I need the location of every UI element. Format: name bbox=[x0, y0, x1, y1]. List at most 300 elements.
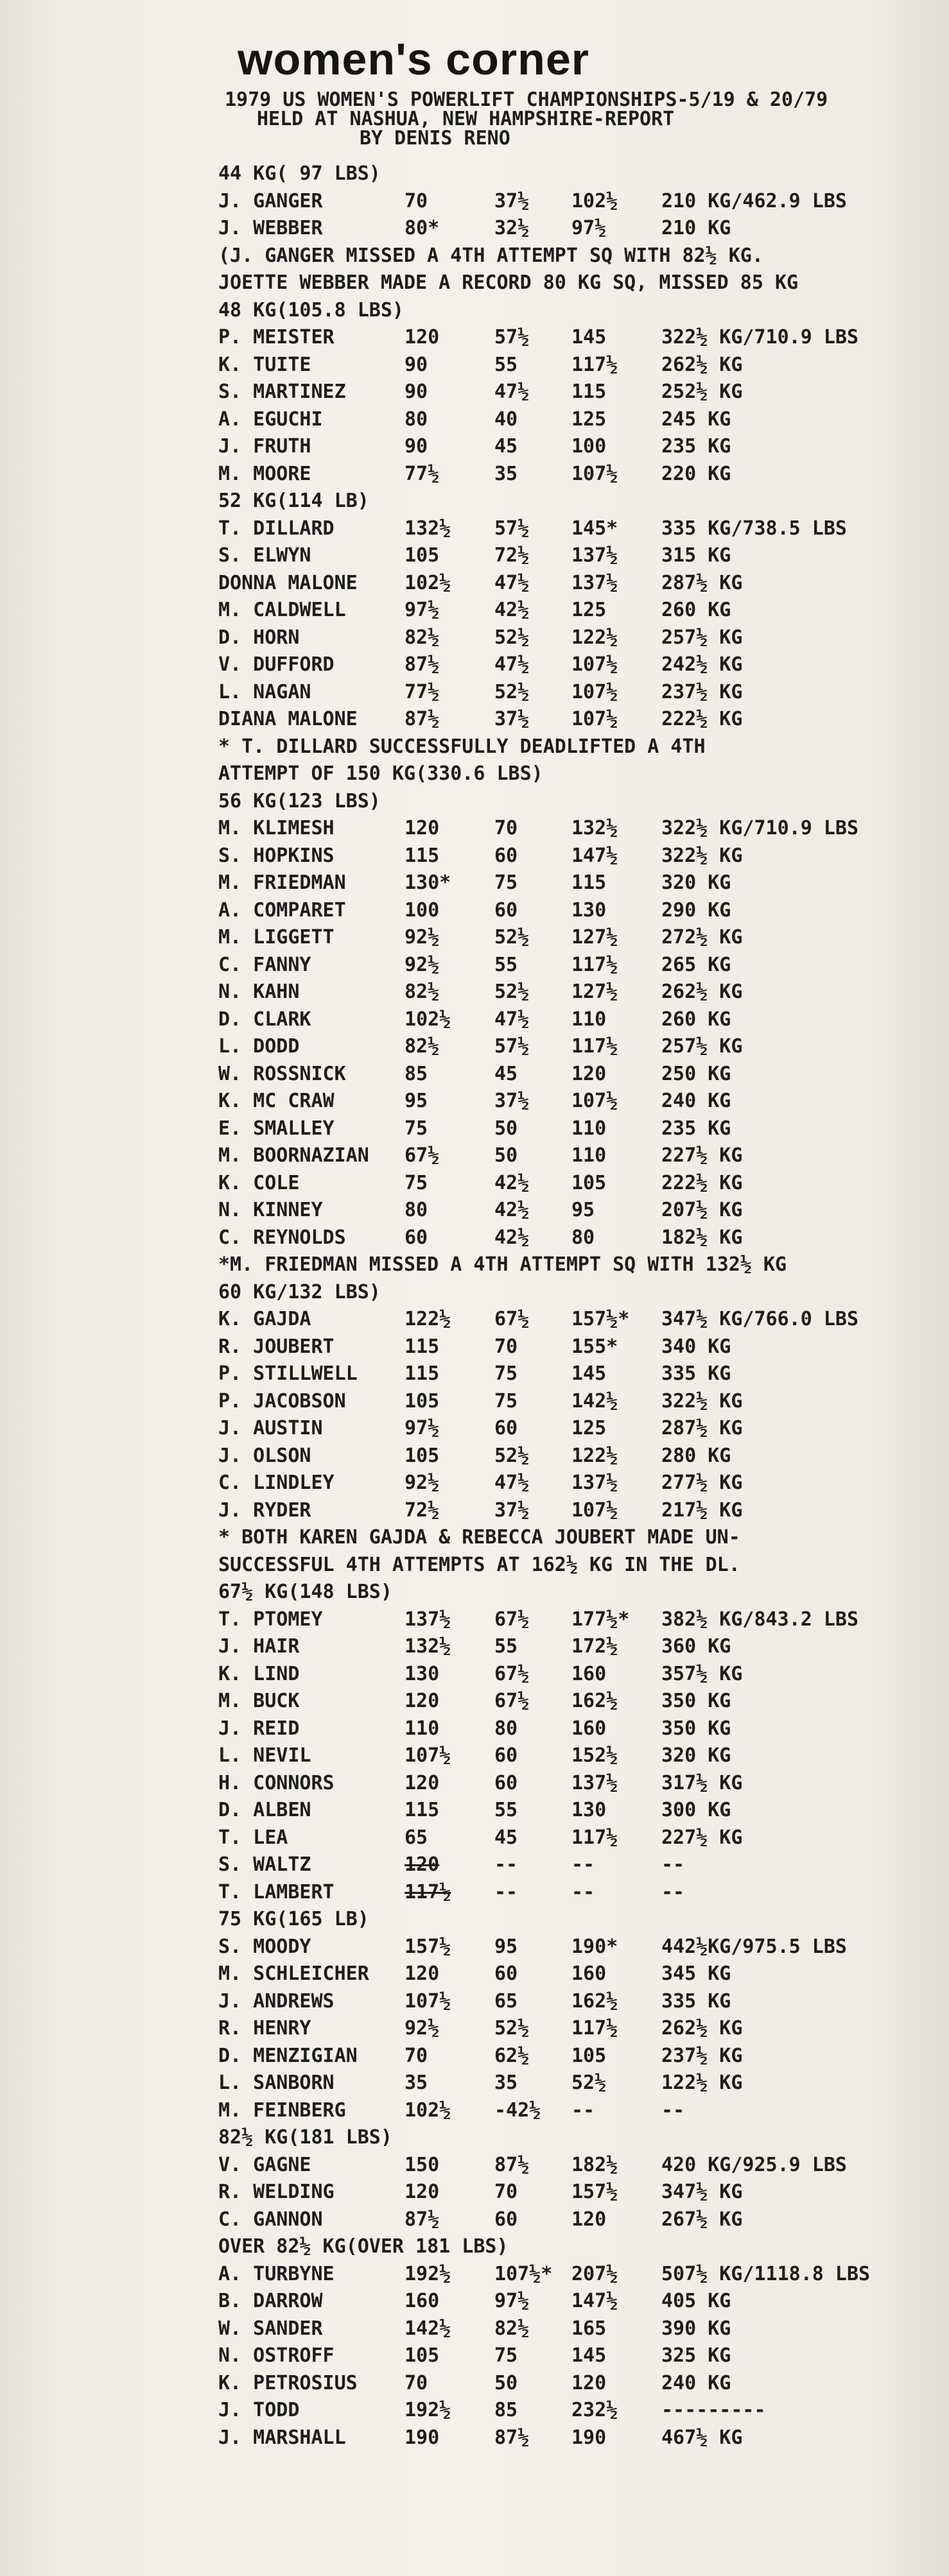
deadlift-value: 117½ bbox=[571, 1035, 618, 1058]
squat-value: 87½ bbox=[405, 653, 440, 676]
bench-value: 47½ bbox=[494, 1008, 530, 1031]
bench-value: 37½ bbox=[494, 1498, 530, 1522]
squat-value: 87½ bbox=[405, 2208, 440, 2231]
bench-value: 45 bbox=[494, 1062, 518, 1085]
result-row bbox=[218, 1606, 944, 1634]
total-value: 252½ KG bbox=[661, 381, 743, 403]
lifter-name: B. DARROW bbox=[218, 2290, 323, 2312]
squat-value: 130* bbox=[405, 872, 451, 894]
bench-value: 60 bbox=[494, 1962, 518, 1985]
bench-value: 80 bbox=[494, 1717, 518, 1740]
lifter-name: J. GANGER bbox=[218, 189, 323, 212]
deadlift-value: 107½ bbox=[571, 708, 618, 730]
bench-value: 52½ bbox=[494, 680, 530, 703]
bench-value: 107½* bbox=[494, 2262, 553, 2285]
lifter-name: T. LAMBERT bbox=[218, 1880, 335, 1903]
squat-value: 137½ bbox=[405, 1608, 451, 1631]
bench-value: 57½ bbox=[494, 1035, 530, 1058]
bench-value: 55 bbox=[494, 1799, 518, 1821]
deadlift-value: 115 bbox=[571, 381, 607, 403]
bench-value: 42½ bbox=[494, 599, 530, 621]
lifter-name: D. MENZIGIAN bbox=[218, 2044, 358, 2067]
total-value: 287½ KG bbox=[661, 571, 743, 594]
total-value: 262½ KG bbox=[661, 981, 743, 1003]
squat-value: 120 bbox=[405, 1962, 440, 1985]
lifter-name: J. TODD bbox=[218, 2399, 300, 2421]
total-value: 335 KG bbox=[661, 1362, 731, 1385]
lifter-name: S. MOODY bbox=[218, 1935, 311, 1958]
result-row bbox=[218, 1851, 944, 1879]
deadlift-value: 120 bbox=[571, 2371, 607, 2394]
bench-value: 85 bbox=[494, 2399, 518, 2421]
deadlift-value: 125 bbox=[571, 408, 607, 431]
squat-value: 120 bbox=[405, 1690, 440, 1712]
total-value: 322½ KG bbox=[661, 844, 743, 867]
squat-value: 70 bbox=[405, 2044, 428, 2067]
total-value: 322½ KG/710.9 LBS bbox=[661, 326, 859, 348]
deadlift-value: 125 bbox=[571, 599, 607, 621]
total-value: 320 KG bbox=[661, 872, 731, 894]
result-row bbox=[218, 1006, 944, 1034]
deadlift-value: 105 bbox=[571, 2044, 607, 2067]
lifter-name: M. MOORE bbox=[218, 462, 311, 485]
total-value: -- bbox=[661, 1853, 685, 1876]
bench-value: 42½ bbox=[494, 1171, 530, 1194]
bench-value: 70 bbox=[494, 817, 518, 839]
lifter-name: S. WALTZ bbox=[218, 1853, 311, 1876]
deadlift-value: 137½ bbox=[571, 1771, 618, 1794]
squat-value: 130 bbox=[405, 1662, 440, 1685]
result-row bbox=[218, 2288, 944, 2315]
lifter-name: T. DILLARD bbox=[218, 517, 335, 540]
note-line: JOETTE WEBBER MADE A RECORD 80 KG SQ, MISSED 85 KG bbox=[218, 271, 799, 294]
lifter-name: K. MC CRAW bbox=[218, 1090, 335, 1112]
result-row bbox=[218, 570, 944, 597]
squat-value: 105 bbox=[405, 1389, 440, 1413]
deadlift-value: 107½ bbox=[571, 680, 618, 703]
bench-value: 60 bbox=[494, 844, 518, 867]
bench-value: 52½ bbox=[494, 981, 530, 1003]
result-row bbox=[218, 1061, 944, 1088]
total-value: 382½ KG/843.2 LBS bbox=[661, 1608, 859, 1631]
result-row bbox=[218, 1334, 944, 1361]
deadlift-value: 107½ bbox=[571, 1498, 618, 1522]
result-row bbox=[218, 1688, 944, 1715]
result-row bbox=[218, 1961, 944, 1988]
result-row bbox=[218, 433, 944, 461]
total-value: 347½ KG/766.0 LBS bbox=[661, 1308, 859, 1330]
squat-value: 115 bbox=[405, 1362, 440, 1385]
deadlift-value: 97½ bbox=[571, 217, 607, 239]
lifter-name: N. OSTROFF bbox=[218, 2344, 335, 2367]
total-value: 237½ KG bbox=[661, 2044, 743, 2067]
bench-value: 45 bbox=[494, 1826, 518, 1849]
bench-value: -42½ bbox=[494, 2099, 541, 2122]
result-row bbox=[218, 2342, 944, 2370]
total-value: 325 KG bbox=[661, 2344, 731, 2367]
lifter-name: J. AUSTIN bbox=[218, 1417, 323, 1439]
result-row bbox=[218, 2179, 944, 2206]
result-row bbox=[218, 2152, 944, 2179]
lifter-name: J. WEBBER bbox=[218, 217, 323, 239]
squat-value: 192½ bbox=[405, 2262, 451, 2285]
squat-value: 110 bbox=[405, 1717, 440, 1740]
deadlift-value: 127½ bbox=[571, 926, 618, 949]
total-value: 300 KG bbox=[661, 1799, 731, 1821]
lifter-name: J. MARSHALL bbox=[218, 2426, 346, 2449]
bench-value: 75 bbox=[494, 2344, 518, 2367]
lifter-name: M. LIGGETT bbox=[218, 926, 335, 949]
total-value: 227½ KG bbox=[661, 1826, 743, 1849]
lifter-name: R. HENRY bbox=[218, 2017, 311, 2039]
squat-value: 82½ bbox=[405, 981, 440, 1003]
result-row bbox=[218, 1770, 944, 1798]
bench-value: 47½ bbox=[494, 381, 530, 403]
squat-value: 72½ bbox=[405, 1498, 440, 1522]
lifter-name: M. BUCK bbox=[218, 1690, 300, 1712]
lifter-name: C. GANNON bbox=[218, 2208, 323, 2231]
result-row bbox=[218, 1443, 944, 1470]
total-value: 265 KG bbox=[661, 953, 731, 976]
bench-value: 97½ bbox=[494, 2290, 530, 2312]
lifter-name: J. RYDER bbox=[218, 1498, 311, 1522]
result-row bbox=[218, 1388, 944, 1416]
squat-value: 67½ bbox=[405, 1144, 440, 1167]
squat-value: 157½ bbox=[405, 1935, 451, 1958]
lifter-name: M. KLIMESH bbox=[218, 817, 335, 839]
bench-value: 60 bbox=[494, 1771, 518, 1794]
deadlift-value: 122½ bbox=[571, 626, 618, 649]
squat-value: 77½ bbox=[405, 462, 440, 485]
total-value: 235 KG bbox=[661, 435, 731, 458]
bench-value: 67½ bbox=[494, 1690, 530, 1712]
lifter-name: S. ELWYN bbox=[218, 544, 311, 567]
squat-value: 105 bbox=[405, 1444, 440, 1467]
result-row bbox=[218, 324, 944, 352]
lifter-name: DONNA MALONE bbox=[218, 571, 358, 594]
squat-value: 190 bbox=[405, 2426, 440, 2449]
bench-value: 57½ bbox=[494, 517, 530, 540]
lifter-name: K. LIND bbox=[218, 1662, 300, 1685]
squat-value: 90 bbox=[405, 381, 428, 403]
deadlift-value: 117½ bbox=[571, 353, 618, 376]
squat-value: 80 bbox=[405, 1199, 428, 1221]
bench-value: 40 bbox=[494, 408, 518, 431]
deadlift-value: 142½ bbox=[571, 1389, 618, 1413]
result-row bbox=[218, 952, 944, 979]
total-value: 207½ KG bbox=[661, 1199, 743, 1221]
result-row bbox=[218, 1224, 944, 1252]
deadlift-value: 115 bbox=[571, 872, 607, 894]
result-row bbox=[218, 2315, 944, 2343]
result-row bbox=[218, 1088, 944, 1115]
lifter-name: J. OLSON bbox=[218, 1444, 311, 1467]
deadlift-value: 177½* bbox=[571, 1608, 630, 1631]
total-value: 220 KG bbox=[661, 462, 731, 485]
result-row bbox=[218, 1988, 944, 2016]
squat-value: 120 bbox=[405, 1771, 440, 1794]
total-value: 290 KG bbox=[661, 898, 731, 922]
bench-value: 50 bbox=[494, 2371, 518, 2394]
bench-value: 47½ bbox=[494, 571, 530, 594]
bench-value: 50 bbox=[494, 1117, 518, 1140]
lifter-name: J. ANDREWS bbox=[218, 1989, 335, 2013]
total-value: 240 KG bbox=[661, 1090, 731, 1112]
deadlift-value: 137½ bbox=[571, 544, 618, 567]
result-row bbox=[218, 2070, 944, 2097]
lifter-name: P. MEISTER bbox=[218, 326, 335, 348]
deadlift-value: 160 bbox=[571, 1962, 607, 1985]
deadlift-value: 132½ bbox=[571, 817, 618, 839]
bench-value: 75 bbox=[494, 1362, 518, 1385]
squat-value: 192½ bbox=[405, 2399, 451, 2421]
weight-class-heading: 56 KG(123 LBS) bbox=[218, 789, 381, 812]
bench-value: 60 bbox=[494, 1417, 518, 1439]
total-value: 320 KG bbox=[661, 1744, 731, 1767]
deadlift-value: 160 bbox=[571, 1717, 607, 1740]
deadlift-value: 162½ bbox=[571, 1690, 618, 1712]
total-value: 257½ KG bbox=[661, 1035, 743, 1058]
deadlift-value: 105 bbox=[571, 1171, 607, 1194]
deadlift-value: 207½ bbox=[571, 2262, 618, 2285]
result-row bbox=[218, 1170, 944, 1198]
total-value: 250 KG bbox=[661, 1062, 731, 1085]
lifter-name: P. JACOBSON bbox=[218, 1389, 346, 1413]
total-value: 260 KG bbox=[661, 599, 731, 621]
squat-value: 120 bbox=[405, 326, 440, 348]
result-row bbox=[218, 1879, 944, 1907]
deadlift-value: 182½ bbox=[571, 2153, 618, 2176]
deadlift-value: 145* bbox=[571, 517, 618, 540]
lifter-name: DIANA MALONE bbox=[218, 708, 358, 730]
total-value: 317½ KG bbox=[661, 1771, 743, 1794]
squat-value: 70 bbox=[405, 2371, 428, 2394]
squat-value: 160 bbox=[405, 2290, 440, 2312]
total-value: 227½ KG bbox=[661, 1144, 743, 1167]
deadlift-value: 125 bbox=[571, 1417, 607, 1439]
result-row bbox=[218, 706, 944, 734]
weight-class-heading: 44 KG( 97 LBS) bbox=[218, 162, 381, 185]
squat-value: 90 bbox=[405, 435, 428, 458]
lifter-name: K. TUITE bbox=[218, 353, 311, 376]
deadlift-value: 110 bbox=[571, 1144, 607, 1167]
lifter-name: D. ALBEN bbox=[218, 1799, 311, 1821]
deadlift-value: 110 bbox=[571, 1008, 607, 1031]
bench-value: 42½ bbox=[494, 1226, 530, 1249]
squat-value: 150 bbox=[405, 2153, 440, 2176]
total-value: 260 KG bbox=[661, 1008, 731, 1031]
result-row bbox=[218, 2261, 944, 2288]
total-value: 287½ KG bbox=[661, 1417, 743, 1439]
total-value: -- bbox=[661, 2099, 685, 2122]
deadlift-value: 52½ bbox=[571, 2072, 607, 2094]
lifter-name: S. MARTINEZ bbox=[218, 381, 346, 403]
total-value: 335 KG bbox=[661, 1989, 731, 2013]
lifter-name: L. NAGAN bbox=[218, 680, 311, 703]
result-row bbox=[218, 515, 944, 543]
result-row bbox=[218, 924, 944, 952]
header-line-1: 1979 US WOMEN'S POWERLIFT CHAMPIONSHIPS-5/19 & 20/79 bbox=[225, 89, 828, 111]
squat-value: 115 bbox=[405, 1799, 440, 1821]
weight-class-heading: 48 KG(105.8 LBS) bbox=[218, 298, 404, 322]
total-value: 507½ KG/1118.8 LBS bbox=[661, 2262, 871, 2285]
deadlift-value: 162½ bbox=[571, 1989, 618, 2013]
result-row bbox=[218, 379, 944, 406]
deadlift-value: 157½ bbox=[571, 2181, 618, 2203]
lifter-name: P. STILLWELL bbox=[218, 1362, 358, 1385]
deadlift-value: 160 bbox=[571, 1662, 607, 1685]
deadlift-value: 157½* bbox=[571, 1308, 630, 1330]
squat-value: 77½ bbox=[405, 680, 440, 703]
squat-value: 92½ bbox=[405, 953, 440, 976]
deadlift-value: -- bbox=[571, 1853, 595, 1876]
squat-value: 120 bbox=[405, 817, 440, 839]
weight-class-heading: 75 KG(165 LB) bbox=[218, 1908, 369, 1930]
bench-value: 75 bbox=[494, 872, 518, 894]
total-value: 347½ KG bbox=[661, 2181, 743, 2203]
total-value: 222½ KG bbox=[661, 1171, 743, 1194]
result-row bbox=[218, 651, 944, 679]
result-row bbox=[218, 815, 944, 843]
deadlift-value: 122½ bbox=[571, 1444, 618, 1467]
lifter-name: K. GAJDA bbox=[218, 1308, 311, 1330]
total-value: 210 KG bbox=[661, 217, 731, 239]
deadlift-value: 130 bbox=[571, 1799, 607, 1821]
squat-value: 100 bbox=[405, 898, 440, 922]
lifter-name: C. LINDLEY bbox=[218, 1472, 335, 1494]
weight-class-heading: 82½ KG(181 LBS) bbox=[218, 2126, 392, 2149]
bench-value: 37½ bbox=[494, 1090, 530, 1112]
lifter-name: L. SANBORN bbox=[218, 2072, 335, 2094]
squat-value: 107½ bbox=[405, 1989, 451, 2013]
note-line: (J. GANGER MISSED A 4TH ATTEMPT SQ WITH 82½ KG. bbox=[218, 244, 763, 267]
bench-value: 55 bbox=[494, 953, 518, 976]
lifter-name: A. COMPARET bbox=[218, 898, 346, 922]
result-row bbox=[218, 624, 944, 652]
bench-value: 70 bbox=[494, 2181, 518, 2203]
bench-value: 47½ bbox=[494, 1472, 530, 1494]
bench-value: 55 bbox=[494, 353, 518, 376]
note-line: * T. DILLARD SUCCESSFULLY DEADLIFTED A 4TH bbox=[218, 735, 706, 758]
bench-value: 60 bbox=[494, 898, 518, 922]
squat-value: 92½ bbox=[405, 926, 440, 949]
bench-value: 37½ bbox=[494, 189, 530, 212]
deadlift-value: 137½ bbox=[571, 571, 618, 594]
total-value: 315 KG bbox=[661, 544, 731, 567]
bench-value: 57½ bbox=[494, 326, 530, 348]
squat-value: 132½ bbox=[405, 1635, 451, 1658]
lifter-name: M. FEINBERG bbox=[218, 2099, 346, 2122]
total-value: --------- bbox=[661, 2399, 766, 2421]
deadlift-value: 165 bbox=[571, 2317, 607, 2340]
bench-value: 50 bbox=[494, 1144, 518, 1167]
result-row bbox=[218, 1825, 944, 1852]
bench-value: 35 bbox=[494, 462, 518, 485]
weight-class-heading: 60 KG/132 LBS) bbox=[218, 1280, 381, 1303]
bench-value: 55 bbox=[494, 1635, 518, 1658]
result-row bbox=[218, 1470, 944, 1497]
total-value: 350 KG bbox=[661, 1690, 731, 1712]
squat-value: 92½ bbox=[405, 2017, 440, 2039]
result-row bbox=[218, 406, 944, 434]
total-value: 390 KG bbox=[661, 2317, 731, 2340]
deadlift-value: 117½ bbox=[571, 1826, 618, 1849]
result-row bbox=[218, 897, 944, 925]
result-row bbox=[218, 1142, 944, 1170]
total-value: 262½ KG bbox=[661, 2017, 743, 2039]
lifter-name: D. CLARK bbox=[218, 1008, 311, 1031]
result-row bbox=[218, 979, 944, 1006]
deadlift-value: -- bbox=[571, 1880, 595, 1903]
squat-value: 115 bbox=[405, 1335, 440, 1358]
lifter-name: V. DUFFORD bbox=[218, 653, 335, 676]
result-row bbox=[218, 2206, 944, 2234]
total-value: 267½ KG bbox=[661, 2208, 743, 2231]
lifter-name: L. NEVIL bbox=[218, 1744, 311, 1767]
lifter-name: L. DODD bbox=[218, 1035, 300, 1058]
result-row bbox=[218, 2043, 944, 2070]
total-value: 257½ KG bbox=[661, 626, 743, 649]
lifter-name: C. REYNOLDS bbox=[218, 1226, 346, 1249]
deadlift-value: 145 bbox=[571, 2344, 607, 2367]
bench-value: 72½ bbox=[494, 544, 530, 567]
squat-value: 115 bbox=[405, 844, 440, 867]
total-value: 357½ KG bbox=[661, 1662, 743, 1685]
squat-value: 122½ bbox=[405, 1308, 451, 1330]
squat-value: 97½ bbox=[405, 1417, 440, 1439]
lifter-name: A. TURBYNE bbox=[218, 2262, 335, 2285]
lifter-name: T. LEA bbox=[218, 1826, 288, 1849]
bench-value: -- bbox=[494, 1853, 518, 1876]
result-row bbox=[218, 2425, 944, 2452]
lifter-name: J. REID bbox=[218, 1717, 300, 1740]
result-row bbox=[218, 1033, 944, 1061]
result-row bbox=[218, 188, 944, 216]
deadlift-value: 110 bbox=[571, 1117, 607, 1140]
lifter-name: E. SMALLEY bbox=[218, 1117, 335, 1140]
result-row bbox=[218, 2370, 944, 2398]
lifter-name: N. KAHN bbox=[218, 981, 300, 1003]
bench-value: 95 bbox=[494, 1935, 518, 1958]
result-row bbox=[218, 1497, 944, 1525]
total-value: 322½ KG/710.9 LBS bbox=[661, 817, 859, 839]
total-value: 182½ KG bbox=[661, 1226, 743, 1249]
result-row bbox=[218, 542, 944, 570]
lifter-name: M. BOORNAZIAN bbox=[218, 1144, 369, 1167]
result-row bbox=[218, 870, 944, 897]
page-title: women's corner bbox=[238, 34, 590, 84]
squat-value: 82½ bbox=[405, 1035, 440, 1058]
deadlift-value: 155* bbox=[571, 1335, 618, 1358]
squat-value: 117½ bbox=[405, 1880, 451, 1903]
deadlift-value: 147½ bbox=[571, 844, 618, 867]
lifter-name: M. FRIEDMAN bbox=[218, 872, 346, 894]
bench-value: 87½ bbox=[494, 2426, 530, 2449]
lifter-name: D. HORN bbox=[218, 626, 300, 649]
bench-value: 67½ bbox=[494, 1608, 530, 1631]
bench-value: 47½ bbox=[494, 653, 530, 676]
total-value: 272½ KG bbox=[661, 926, 743, 949]
total-value: 335 KG/738.5 LBS bbox=[661, 517, 847, 540]
lifter-name: K. COLE bbox=[218, 1171, 300, 1194]
total-value: 442½KG/975.5 LBS bbox=[661, 1935, 847, 1958]
total-value: 262½ KG bbox=[661, 353, 743, 376]
bench-value: 67½ bbox=[494, 1308, 530, 1330]
result-row bbox=[218, 1115, 944, 1143]
bench-value: 45 bbox=[494, 435, 518, 458]
total-value: 235 KG bbox=[661, 1117, 731, 1140]
lifter-name: V. GAGNE bbox=[218, 2153, 311, 2176]
